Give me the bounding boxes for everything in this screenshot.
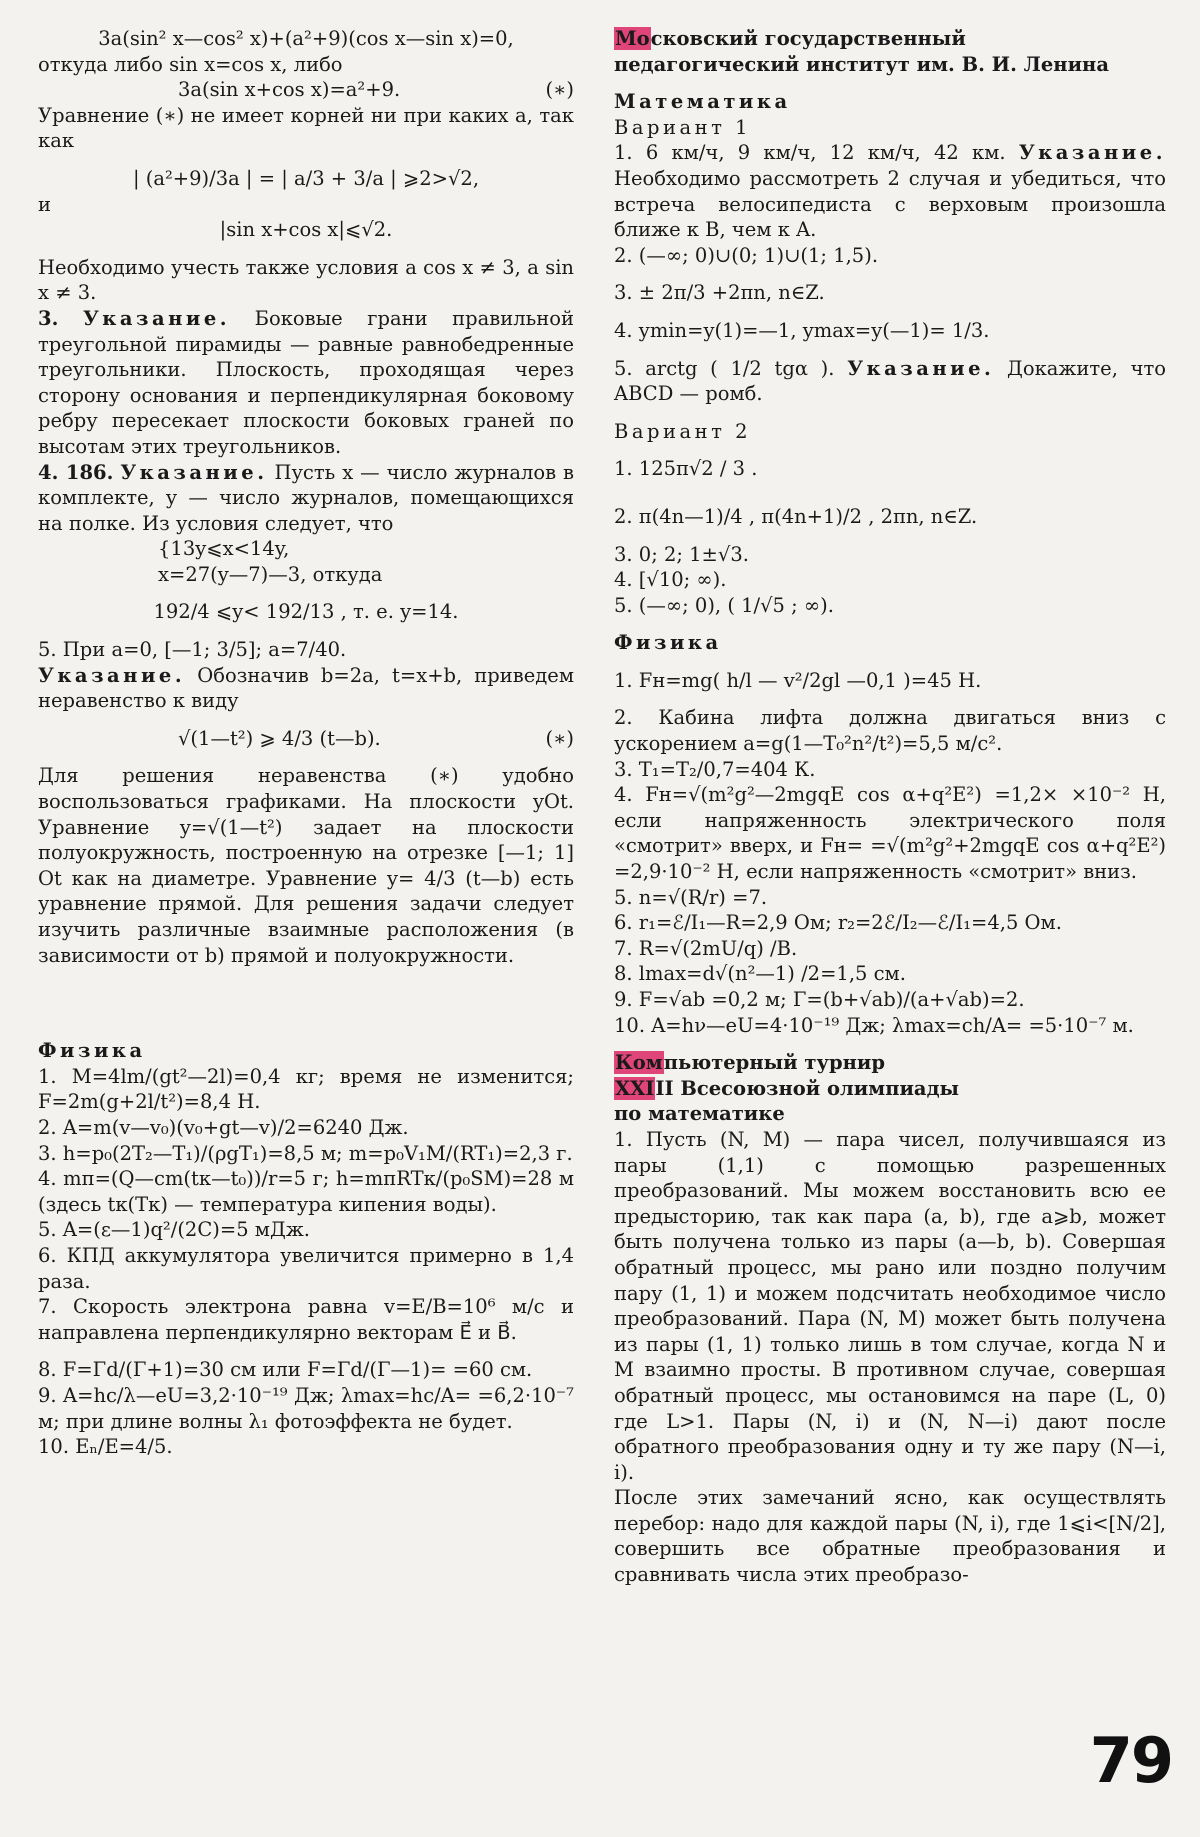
math-answer: [614, 356, 1166, 407]
equation: √(1—t²) ⩾ 4/3 (t—b).: [178, 726, 381, 750]
institute-heading: [614, 26, 1166, 52]
equation-tagged: [38, 77, 574, 103]
hint-label: Указание.: [38, 663, 186, 687]
highlight-marker: Мо: [615, 27, 650, 50]
hint-label: Указание.: [1018, 141, 1166, 165]
physics-answer: 9. A=hc/λ—eU=3,2·10⁻¹⁹ Дж; λmax=hc/A= =6,2·10⁻⁷ м; при длине волны λ₁ фотоэффекта не будет.: [38, 1383, 574, 1433]
system-line-1: {13y⩽x<14y,: [158, 537, 290, 561]
inequality: 192/4 ⩽y< 192/13 , т. е. y=14.: [153, 600, 459, 624]
math-answer: 4. [√10; ∞).: [614, 568, 727, 592]
highlight-marker: Ком: [615, 1051, 663, 1075]
answer-text: 1. 6 км/ч, 9 км/ч, 12 км/ч, 42 км.: [614, 141, 1006, 165]
physics-answer: 5. n=√(R/r) =7.: [614, 885, 768, 909]
answer-number: 3.: [38, 306, 59, 330]
paragraph: Для решения неравенства (∗) удобно воспользоваться графиками. На плоскости yOt. Уравнение y=√(1—t²) задает на плоскости полуокружность, построенную на отрезке [—1; 1] Ot как на диаметре. Уравнение y= 4/3 (t—b) есть уравнение прямой. Для решения задачи следует изучить различные взаимные расположения (в зависимости от b) прямой и полуокружности.: [38, 764, 574, 967]
answer-text: Боковые грани правильной треугольной пирамиды — равные равнобедренные треугольники. Плоскость, проходящая через сторону основания и перпендикулярная боковому ребру пересекает плоскости боковых граней по высотам этих треугольников.: [38, 306, 574, 458]
math-answer: 3. 0; 2; 1±√3.: [614, 542, 749, 566]
equation: 3a(sin² x—cos² x)+(a²+9)(cos x—sin x)=0,: [98, 27, 514, 50]
math-answer: 5. (—∞; 0), ( 1/√5 ; ∞).: [614, 593, 834, 617]
answer-text: Необходимо рассмотреть 2 случая и убедиться, что встреча велосипедиста с верховым произошла ближе к B, чем к A.: [614, 166, 1166, 242]
answer-number: 4. 186.: [38, 460, 114, 484]
equation: 3a(sin x+cos x)=a²+9.: [178, 78, 401, 102]
answer-text: Пусть x — число журналов в комплекте, y — число журналов, помещающихся на полке. Из условия следует, что: [38, 460, 575, 535]
hint-label: Указание.: [847, 356, 995, 380]
math-answer: 1. 125π√2 / 3 .: [614, 457, 758, 481]
physics-answer: 5. A=(ε—1)q²/(2C)=5 мДж.: [38, 1218, 310, 1242]
physics-answer: 10. A=hν—eU=4·10⁻¹⁹ Дж; λmax=ch/A= =5·10⁻⁷ м.: [614, 1013, 1134, 1037]
system-line-2: x=27(y—7)—3, откуда: [158, 562, 383, 586]
physics-answer: 7. Скорость электрона равна v=E/B=10⁶ м/с и направлена перпендикулярно векторам E⃗ и B⃗.: [38, 1295, 574, 1344]
physics-answer: 1. Fн=mg( h/l — v²/2gl —0,1 )=45 Н.: [614, 668, 982, 692]
section-heading-physics: Физика: [38, 1039, 146, 1063]
page-number: 79: [1089, 1724, 1172, 1797]
physics-answer: 6. r₁=ℰ/I₁—R=2,9 Ом; r₂=2ℰ/I₂—ℰ/I₁=4,5 Ом.: [614, 911, 1062, 935]
tournament-heading-2: [614, 1076, 1166, 1102]
answer-text: Докажите, что ABCD — ромб.: [614, 356, 1166, 406]
physics-answer: 6. КПД аккумулятора увеличится примерно в 1,4 раза.: [38, 1243, 574, 1293]
right-column: [614, 26, 1166, 1588]
math-answer: 4. ymin=y(1)=—1, ymax=y(—1)= 1/3.: [614, 318, 990, 342]
equation-tag: (∗): [545, 78, 574, 102]
physics-answer: 4. mп=(Q—cm(tк—t₀))/r=5 г; h=mпRTк/(p₀SM)=28 м (здесь tк(Tк) — температура кипения воды).: [38, 1167, 574, 1216]
physics-answer: 2. A=m(v—v₀)(v₀+gt—v)/2=6240 Дж.: [38, 1115, 409, 1139]
equation: |sin x+cos x|⩽√2.: [219, 218, 393, 242]
tournament-heading: [614, 1050, 1166, 1076]
math-answer: 2. (—∞; 0)∪(0; 1)∪(1; 1,5).: [614, 243, 879, 267]
institute-heading-2: педагогический институт им. В. И. Ленина: [614, 52, 1109, 76]
equation-tagged: [38, 726, 574, 752]
text-line: и: [38, 192, 51, 216]
variant-heading: Вариант 2: [614, 419, 752, 443]
tournament-heading-3: по математике: [614, 1102, 785, 1126]
paragraph: После этих замечаний ясно, как осуществлять перебор: надо для каждой пары (N, i), где 1⩽i<[N/2], совершить все обратные преобразования и сравнивать числа этих преобразо-: [614, 1486, 1166, 1587]
math-answer: 3. ± 2π/3 +2πn, n∈Z.: [614, 281, 825, 305]
left-column: [38, 26, 574, 1460]
answer-5-hint: [38, 663, 574, 714]
hint-label: Указание.: [120, 460, 268, 484]
physics-answer: 3. h=p₀(2T₂—T₁)/(ρgT₁)=8,5 м; m=p₀V₁M/(RT₁)=2,3 г.: [38, 1141, 573, 1165]
text-line: откуда либо sin x=cos x, либо: [38, 52, 343, 76]
physics-answer: 3. T₁=T₂/0,7=404 К.: [614, 757, 816, 781]
physics-answer: 1. M=4lm/(gt²—2l)=0,4 кг; время не изменится; F=2m(g+2l/t²)=8,4 Н.: [38, 1064, 574, 1114]
paragraph: 1. Пусть (N, M) — пара чисел, получившаяся из пары (1,1) с помощью разрешенных преобразований. Мы можем восстановить всю ее предысторию, так как пара (a, b), где a⩾b, может быть получена только из пары (a—b, b). Совершая обратный процесс, мы рано или поздно получим пару (1, 1) и можем подсчитать необходимое число преобразований. Пара (N, M) может быть получена из пары (1, 1) только лишь в том случае, когда N и M взаимно просты. В противном случае, совершая обратный процесс, мы остановимся на паре (L, 0) где L>1. Пары (N, i) и (N, N—i) дают после обратного преобразования одну и ту же пару (N—i, i).: [614, 1127, 1166, 1484]
physics-answer: 2. Кабина лифта должна двигаться вниз с ускорением a=g(1—T₀²n²/t²)=5,5 м/с².: [614, 706, 1166, 756]
physics-answer: 4. Fн=√(m²g²—2mgqE cos α+q²E²) =1,2× ×10⁻² Н, если напряженность электрического поля «смотрит» вверх, и Fн= =√(m²g²+2mgqE cos α+q²E²) =2,9·10⁻² Н, если напряженность «смотрит» вниз.: [614, 783, 1166, 884]
physics-answer: 8. lmax=d√(n²—1) /2=1,5 см.: [614, 962, 906, 986]
tournament-heading-line-2: II Всесоюзной олимпиады: [655, 1076, 960, 1100]
answer-4: [38, 460, 574, 537]
hint-label: Указание.: [82, 306, 231, 330]
section-heading-physics: Физика: [614, 631, 722, 655]
paragraph: Необходимо учесть также условия a cos x ≠ 3, a sin x ≠ 3.: [38, 255, 574, 305]
equation-tag: (∗): [545, 726, 574, 750]
text-line: Уравнение (∗) не имеет корней ни при каких a, так как: [38, 103, 574, 153]
section-heading-math: Математика: [614, 90, 791, 114]
physics-answer: 7. R=√(2mU/q) /B.: [614, 936, 798, 960]
answer-text: Обозначив b=2a, t=x+b, приведем неравенство к виду: [38, 663, 574, 713]
institute-name-line-1: сковский государственный: [650, 27, 966, 50]
physics-answer: 9. F=√ab =0,2 м; Γ=(b+√ab)/(a+√ab)=2.: [614, 988, 1025, 1011]
tournament-heading-line-1: пьютерный турнир: [663, 1051, 885, 1075]
answer-3: [38, 306, 574, 460]
highlight-marker: XXI: [615, 1076, 655, 1100]
math-answer: 2. π(4n—1)/4 , π(4n+1)/2 , 2πn, n∈Z.: [614, 504, 978, 528]
equation: | (a²+9)/3a | = | a/3 + 3/a | ⩾2>√2,: [132, 166, 480, 190]
variant-heading: Вариант 1: [614, 115, 752, 139]
physics-answer: 10. Eₙ/E=4/5.: [38, 1435, 173, 1459]
answer-text: 5. arctg ( 1/2 tgα ).: [614, 356, 835, 380]
answer-5: 5. При a=0, [—1; 3/5]; a=7/40.: [38, 638, 347, 662]
physics-answer: 8. F=Γd/(Γ+1)=30 см или F=Γd/(Γ—1)= =60 см.: [38, 1358, 533, 1382]
math-answer: [614, 140, 1166, 242]
